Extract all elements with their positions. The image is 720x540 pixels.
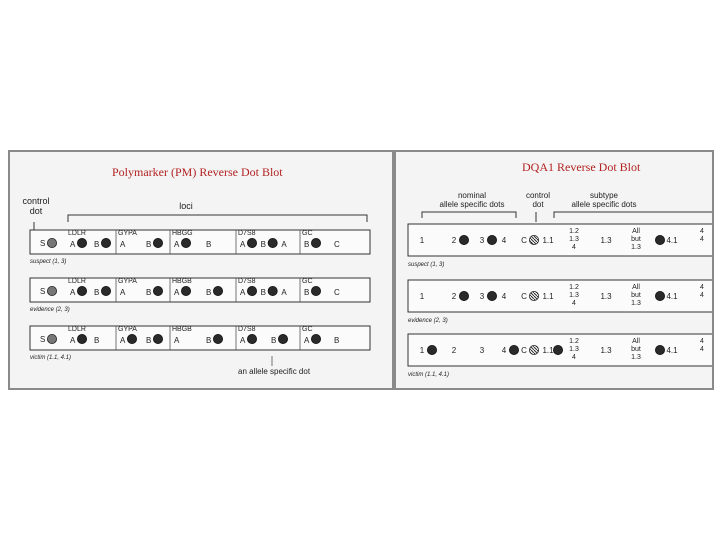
allele-dot: [213, 286, 222, 295]
dq-dot-1: [459, 291, 468, 300]
subtype-bracket: [554, 212, 712, 218]
dq-label-0: 1: [419, 292, 425, 301]
allele-letter: B: [206, 240, 212, 249]
locus-label-gypa: GYPA: [118, 326, 137, 333]
allele-letter: B: [206, 336, 212, 345]
allele-dot: [311, 238, 320, 247]
allele-letter: A: [240, 336, 246, 345]
allele-dot: [278, 334, 287, 343]
dq-dot-2: [487, 235, 496, 244]
pm-strip-evidence: [30, 278, 370, 302]
locus-label-ldlr: LDLR: [68, 326, 86, 333]
polymarker-title: Polymarker (PM) Reverse Dot Blot: [112, 165, 283, 179]
allele-letter: A: [304, 336, 310, 345]
dq-dot-4: [529, 291, 538, 300]
control-dot: [47, 238, 56, 247]
allele-letter: B: [260, 288, 267, 297]
allele-letter: B: [146, 288, 152, 297]
dq-dot-5: [553, 345, 562, 354]
allele-letter: B: [304, 240, 310, 249]
allele-letter: B: [94, 288, 100, 297]
dq-caption-suspect: suspect (1, 3): [408, 262, 445, 268]
allele-dot: [153, 238, 162, 247]
pm-caption-evidence: evidence (2, 3): [30, 307, 70, 313]
control-dot: [47, 286, 56, 295]
allele-letter: A: [174, 336, 180, 345]
control-letter: S: [40, 335, 46, 344]
locus-label-gc: GC: [302, 278, 313, 285]
pm-strip-victim: [30, 326, 370, 350]
dq-label-1: 2: [451, 292, 457, 301]
dq-label-0: 1: [419, 236, 425, 245]
dq-label-10: 4 4: [700, 228, 704, 243]
allele-letter: B: [271, 336, 277, 345]
allele-letter: A: [240, 288, 246, 297]
dq-label-3: 4: [501, 346, 507, 355]
allele-letter: B: [94, 240, 100, 249]
allele-dot: [181, 238, 190, 247]
control-letter: S: [40, 239, 46, 248]
dq-dot-3: [509, 345, 518, 354]
dq-label-4: C: [521, 346, 527, 355]
dq-strip-suspect: [408, 224, 712, 256]
dq-label-3: 4: [501, 236, 507, 245]
locus-label-ldlr: LDLR: [68, 278, 86, 285]
dq-label-0: 1: [419, 346, 425, 355]
allele-dot: [268, 286, 277, 295]
allele-dot: [77, 238, 86, 247]
locus-label-ldlr: LDLR: [68, 230, 86, 237]
loci-bracket: [68, 215, 367, 222]
dq-label-1: 2: [451, 346, 457, 355]
allele-dot: [77, 286, 86, 295]
dq-label-7: 1.3: [600, 292, 612, 301]
control-dot: [47, 334, 56, 343]
allele-dot: [247, 238, 256, 247]
dq-label-6: 1.2 1.3 4: [569, 338, 579, 361]
allele-letter: C: [334, 288, 340, 297]
allele-dot: [101, 238, 110, 247]
dq-caption-victim: victim (1.1, 4.1): [408, 372, 450, 378]
dq-dot-7: [655, 235, 664, 244]
locus-label-gc: GC: [302, 230, 313, 237]
subtype-allele-label: subtype allele specific dots: [571, 191, 637, 209]
allele-dot: [101, 286, 110, 295]
control-letter: S: [40, 287, 46, 296]
allele-letter: B: [146, 240, 152, 249]
allele-letter: B: [304, 288, 310, 297]
allele-dot: [181, 286, 190, 295]
allele-specific-dot-annotation: an allele specific dot: [238, 367, 311, 376]
allele-letter: C: [334, 240, 340, 249]
pm-caption-victim: victim (1.1, 4.1): [30, 355, 72, 361]
dq-label-6: 1.2 1.3 4: [569, 284, 579, 307]
locus-label-gypa: GYPA: [118, 230, 137, 237]
dq-label-4: C: [521, 292, 527, 301]
locus-label-d7s8: D7S8: [238, 326, 256, 333]
allele-dot: [153, 334, 162, 343]
dq-label-1: 2: [451, 236, 457, 245]
dq-label-9: 4.1: [666, 346, 678, 355]
locus-label-gc: GC: [302, 326, 313, 333]
pm-caption-suspect: suspect (1, 3): [30, 259, 67, 265]
dqa1-title: DQA1 Reverse Dot Blot: [522, 160, 641, 174]
dq-dot-1: [459, 235, 468, 244]
allele-letter: A: [120, 336, 126, 345]
dq-label-9: 4.1: [666, 292, 678, 301]
allele-letter: A: [174, 288, 180, 297]
dq-label-5: 1.1: [542, 346, 554, 355]
allele-dot: [247, 334, 256, 343]
dq-label-2: 3: [479, 292, 485, 301]
locus-label-d7s8: D7S8: [238, 230, 256, 237]
dq-label-5: 1.1: [542, 292, 554, 301]
dq-dot-7: [655, 291, 664, 300]
allele-dot: [247, 286, 256, 295]
dq-label-10: 4 4: [700, 284, 704, 299]
allele-letter: B: [260, 240, 267, 249]
allele-letter: B: [206, 288, 212, 297]
dq-label-7: 1.3: [600, 346, 612, 355]
dq-dot-2: [487, 291, 496, 300]
control-dot-label: control dot: [22, 196, 50, 216]
allele-letter: B: [94, 336, 100, 345]
locus-label-gypa: GYPA: [118, 278, 137, 285]
dq-label-2: 3: [479, 346, 485, 355]
allele-dot: [213, 334, 222, 343]
dq-dot-7: [655, 345, 664, 354]
dqa1-control-label: control dot: [525, 191, 551, 209]
pm-strip-suspect: [30, 230, 370, 254]
dq-dot-0: [427, 345, 436, 354]
dq-label-6: 1.2 1.3 4: [569, 228, 579, 251]
allele-letter: A: [70, 288, 76, 297]
nominal-bracket: [422, 212, 516, 218]
dq-label-8: All but 1.3: [631, 284, 641, 307]
dq-label-8: All but 1.3: [631, 228, 641, 251]
dq-label-2: 3: [479, 236, 485, 245]
dq-label-7: 1.3: [600, 236, 612, 245]
dot-blot-figure: [8, 150, 714, 390]
allele-dot: [311, 334, 320, 343]
allele-dot: [127, 334, 136, 343]
dq-label-3: 4: [501, 292, 507, 301]
polymarker-panel: [8, 150, 394, 390]
allele-dot: [268, 238, 277, 247]
allele-dot: [153, 286, 162, 295]
allele-letter: A: [281, 240, 287, 249]
allele-letter: B: [334, 336, 340, 345]
dq-label-8: All but 1.3: [631, 338, 641, 361]
dq-caption-evidence: evidence (2, 3): [408, 318, 448, 324]
dq-dot-4: [529, 235, 538, 244]
allele-letter: A: [120, 288, 126, 297]
dq-strip-evidence: [408, 280, 712, 312]
dqa1-diagram: [396, 152, 712, 388]
dqa1-panel: [394, 150, 714, 390]
locus-label-hbgb: HBGB: [172, 326, 192, 333]
dq-label-5: 1.1: [542, 236, 554, 245]
nominal-allele-label: nominal allele specific dots: [439, 191, 505, 209]
allele-dot: [311, 286, 320, 295]
allele-letter: A: [70, 336, 76, 345]
allele-letter: A: [281, 288, 287, 297]
dq-label-4: C: [521, 236, 527, 245]
allele-letter: A: [70, 240, 76, 249]
dq-strip-victim: [408, 334, 712, 366]
loci-label: loci: [179, 201, 193, 211]
allele-letter: A: [240, 240, 246, 249]
dq-label-10: 4 4: [700, 338, 704, 353]
polymarker-diagram: [10, 152, 392, 388]
dq-label-9: 4.1: [666, 236, 678, 245]
allele-letter: A: [120, 240, 126, 249]
locus-label-hbgb: HBGB: [172, 278, 192, 285]
allele-letter: A: [174, 240, 180, 249]
dq-dot-4: [529, 345, 538, 354]
locus-label-hbgg: HBGG: [172, 230, 193, 237]
allele-letter: B: [146, 336, 152, 345]
allele-dot: [77, 334, 86, 343]
locus-label-d7s8: D7S8: [238, 278, 256, 285]
